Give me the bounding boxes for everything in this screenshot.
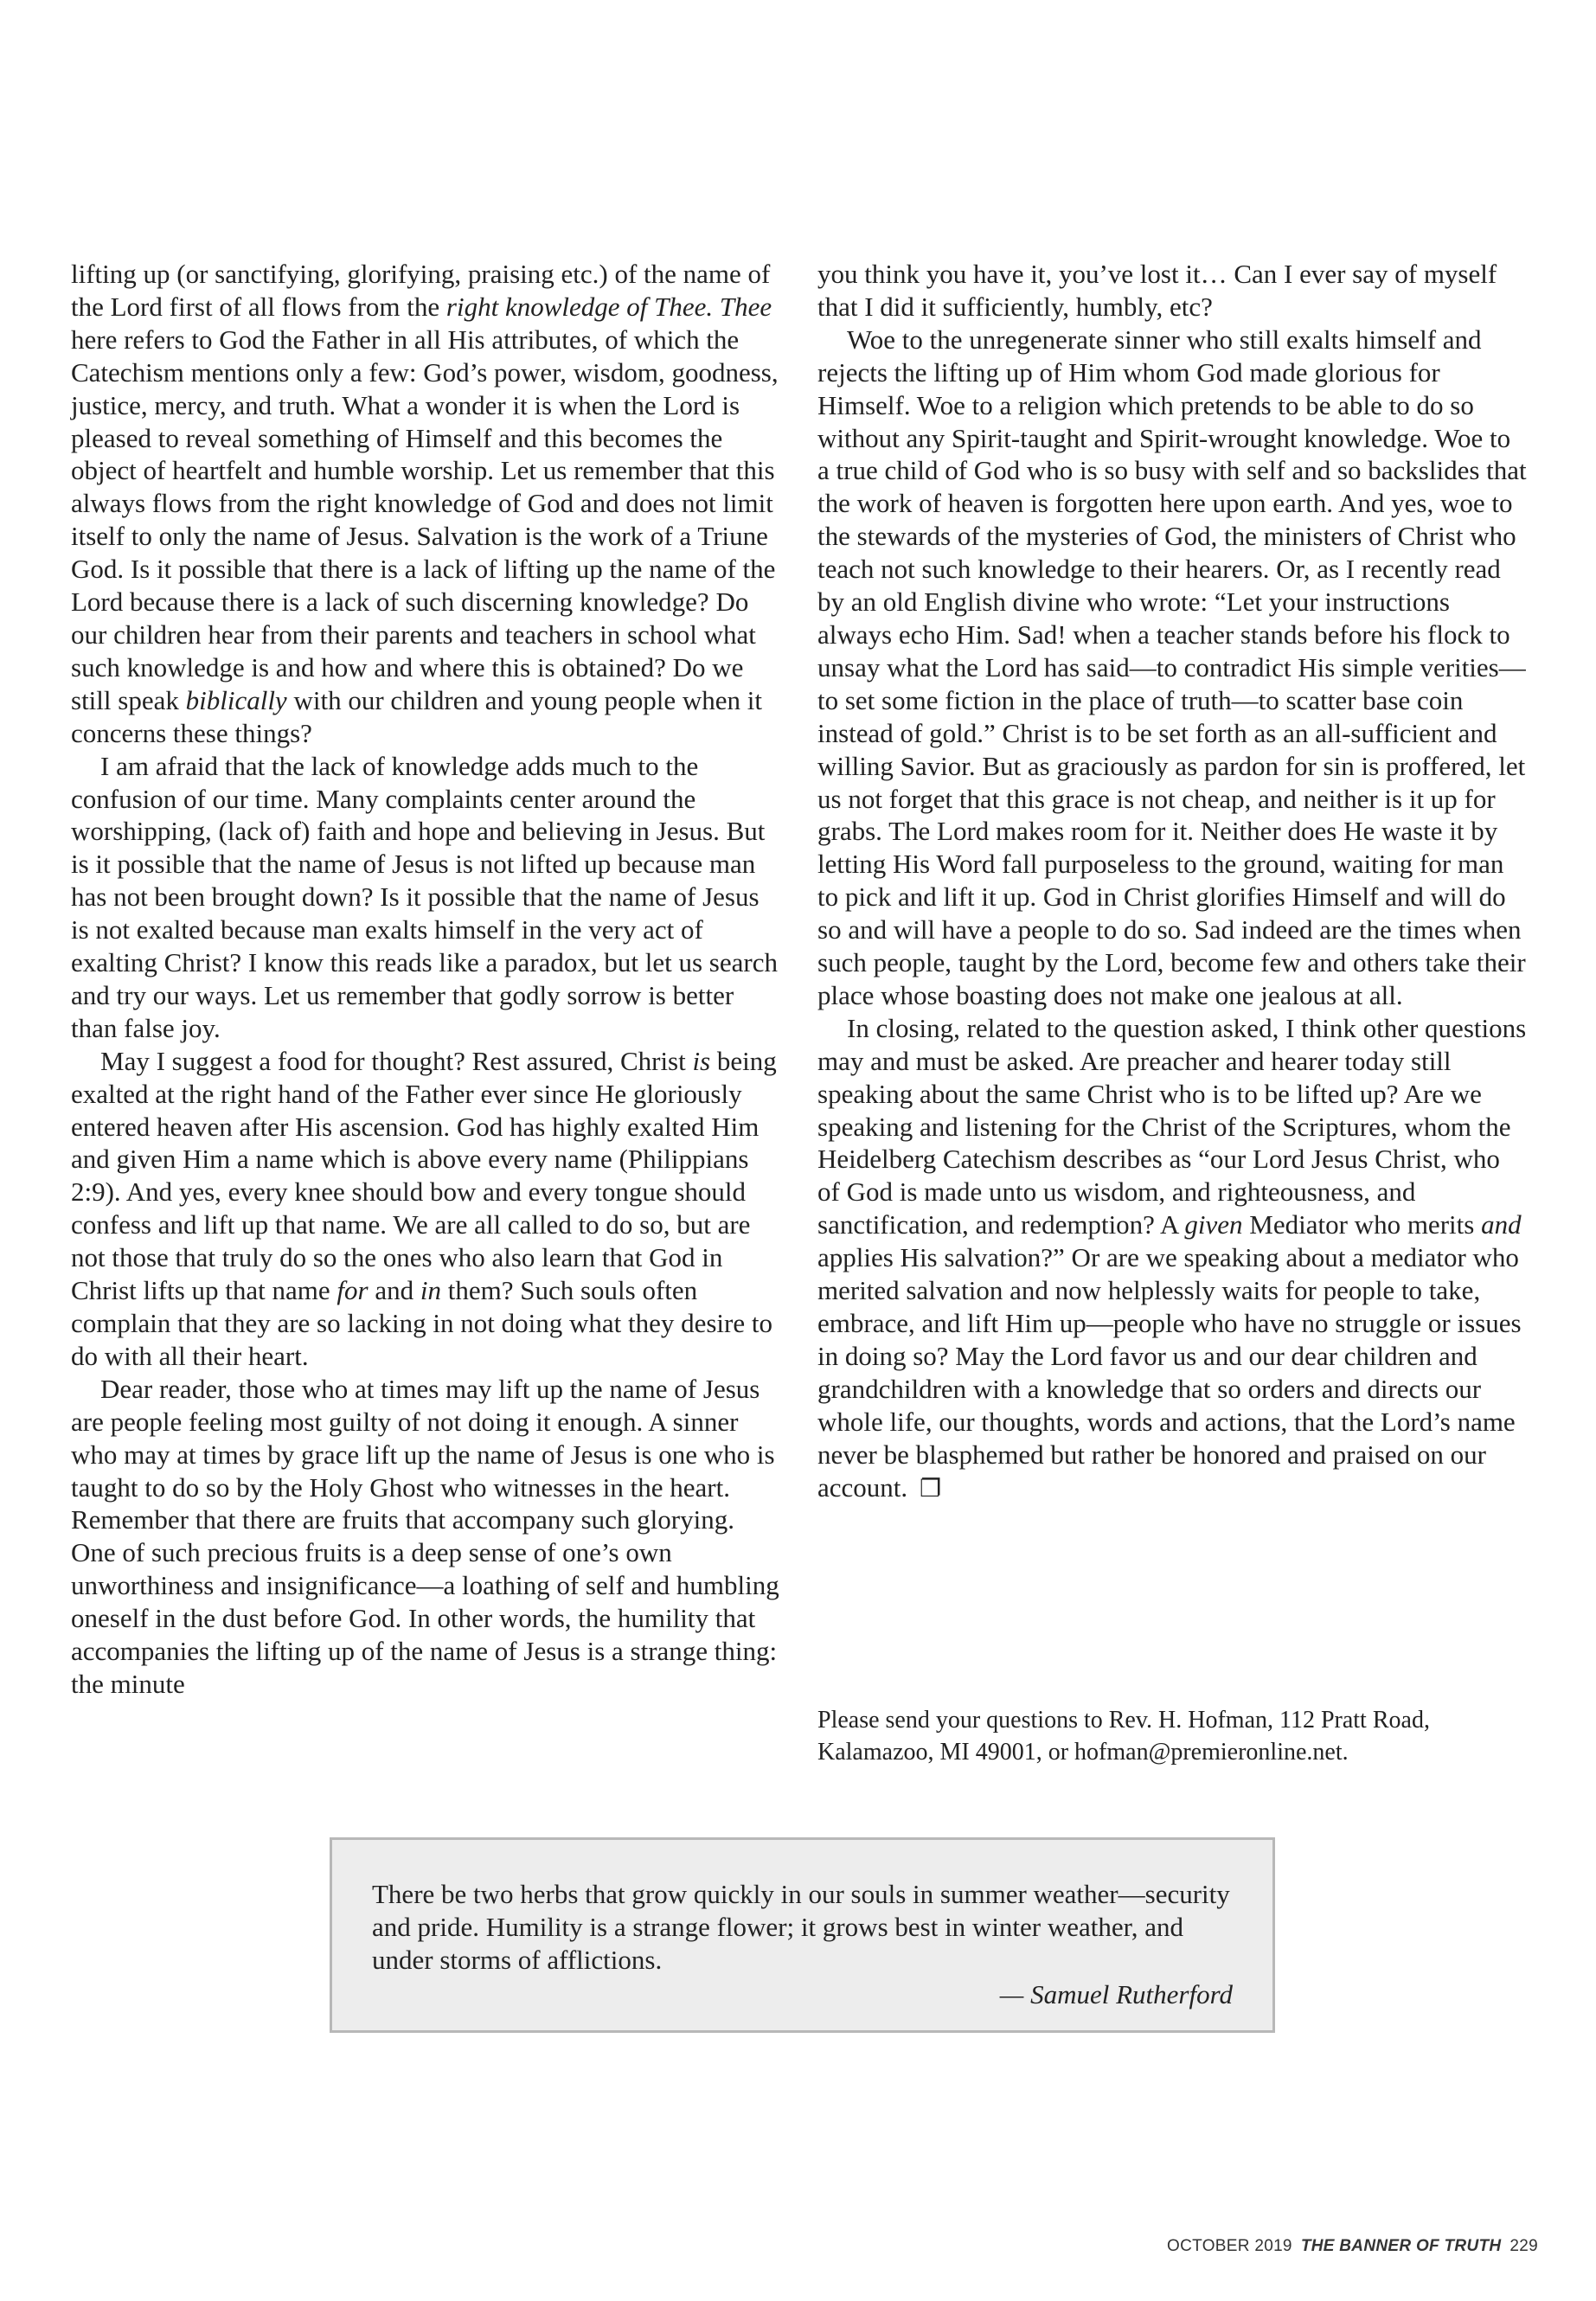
magazine-title: THE BANNER OF TRUTH: [1300, 2237, 1502, 2255]
pull-quote-attribution: — Samuel Rutherford: [999, 1979, 1233, 2009]
paragraph: you think you have it, you’ve lost it… Can I ever say of myself that I did it sufficiently, humbly, etc?: [817, 259, 1497, 322]
page-number: 229: [1509, 2237, 1538, 2255]
contact-note: Please send your questions to Rev. H. Hofman, 112 Pratt Road, Kalamazoo, MI 49001, or hofman@premieronline.net.: [817, 1707, 1430, 1766]
pull-quote-text: There be two herbs that grow quickly in our souls in summer weather—security and pride. Humility is a strange flower; it grows best in winter weather, and under storms of afflictions.: [372, 1879, 1230, 1975]
end-of-article-icon: ❐: [920, 1473, 942, 1503]
article-right-column: [817, 258, 1529, 1504]
paragraph: Woe to the unregenerate sinner who still exalts himself and rejects the lifting up of Him whom God made glorious for Himself. Woe to a religion which pretends to be able to do so without any Spirit-taught and Spirit-wrought knowledge. Woe to a true child of God who is so busy with self and so backslides that the work of heaven is forgotten here upon earth. And yes, woe to the stewards of the mysteries of God, the ministers of Christ who teach not such knowledge to their hearers. Or, as I recently read by an old English divine who wrote: “Let your instructions always echo Him. Sad! when a teacher stands before his flock to unsay what the Lord has said—to contradict His simple verities—to set some fiction in the place of truth—to scatter base coin instead of gold.” Christ is to be set forth as an all-sufficient and willing Savior. But as graciously as pardon for sin is proffered, let us not forget that this grace is not cheap, and neither is it up for grabs. The Lord makes room for it. Neither does He waste it by letting His Word fall purposeless to the ground, waiting for man to pick and lift it up. God in Christ glorifies Himself and will do so and will have a people to do so. Sad indeed are the times when such people, taught by the Lord, become few and others take their place whose boasting does not make one jealous at all.: [817, 324, 1527, 1010]
paragraph: May I suggest a food for thought? Rest assured, Christ is being exalted at the right hand of the Father ever since He gloriously entered heaven after His ascension. God has highly exalted Him and given Him a name which is above every name (Philippians 2:9). And yes, every knee should bow and every tongue should confess and lift up that name. We are all called to do so, but are not those that truly do so the ones who also learn that God in Christ lifts up that name for and in them? Such souls often complain that they are so lacking in not doing what they desire to do with all their heart.: [71, 1045, 777, 1371]
paragraph: I am afraid that the lack of knowledge adds much to the confusion of our time. Many complaints center around the worshipping, (lack of) faith and hope and believing in Jesus. But is it possible that the name of Jesus is not lifted up because man has not been brought down? Is it possible that the name of Jesus is not exalted because man exalts himself in the very act of exalting Christ? I know this reads like a paradox, but let us search and try our ways. Let us remember that godly sorrow is better than false joy.: [71, 750, 778, 1043]
issue-date: OCTOBER 2019: [1167, 2237, 1292, 2255]
pull-quote-box: [330, 1837, 1275, 2033]
paragraph: Dear reader, those who at times may lift up the name of Jesus are people feeling most guilty of not doing it enough. A sinner who may at times by grace lift up the name of Jesus is one who is taught to do so by the Holy Ghost who witnesses in the heart. Remember that there are fruits that accompany such glorying. One of such precious fruits is a deep sense of one’s own unworthiness and insignificance—a loathing of self and humbling oneself in the dust before God. In other words, the humility that accompanies the lifting up of the name of Jesus is a strange thing: the minute: [71, 1373, 779, 1699]
paragraph: lifting up (or sanctifying, glorifying, praising etc.) of the name of the Lord first of all flows from the right knowledge of Thee. Thee here refers to God the Father in all His attributes, of which the Catechism mentions only a few: God’s power, wisdom, goodness, justice, mercy, and truth. What a wonder it is when the Lord is pleased to reveal something of Himself and this becomes the object of heartfelt and humble worship. Let us remember that this always flows from the right knowledge of God and does not limit itself to only the name of Jesus. Salvation is the work of a Triune God. Is it possible that there is a lack of lifting up the name of the Lord because there is a lack of such discerning knowledge? Do our children hear from their parents and teachers in school what such knowledge is and how and where this is obtained? Do we still speak biblically with our children and young people when it concerns these things?: [71, 259, 779, 748]
article-left-column: [71, 258, 782, 1701]
page-footer: [1167, 2237, 1538, 2256]
paragraph: In closing, related to the question asked, I think other questions may and must be asked. Are preacher and hearer today still speaking about the same Christ who is to be lifted up? Are we speaking and listening for the Christ of the Scriptures, whom the Heidelberg Catechism describes as “our Lord Jesus Christ, who of God is made unto us wisdom, and righteousness, and sanctification, and redemption? A given Mediator who merits and applies His salvation?” Or are we speaking about a mediator who merited salvation and now helplessly waits for people to take, embrace, and lift Him up—people who have no struggle or issues in doing so? May the Lord favor us and our dear children and grandchildren with a knowledge that so orders and directs our whole life, our thoughts, words and actions, that the Lord’s name never be blasphemed but rather be honored and praised on our account. ❐: [817, 1012, 1527, 1503]
